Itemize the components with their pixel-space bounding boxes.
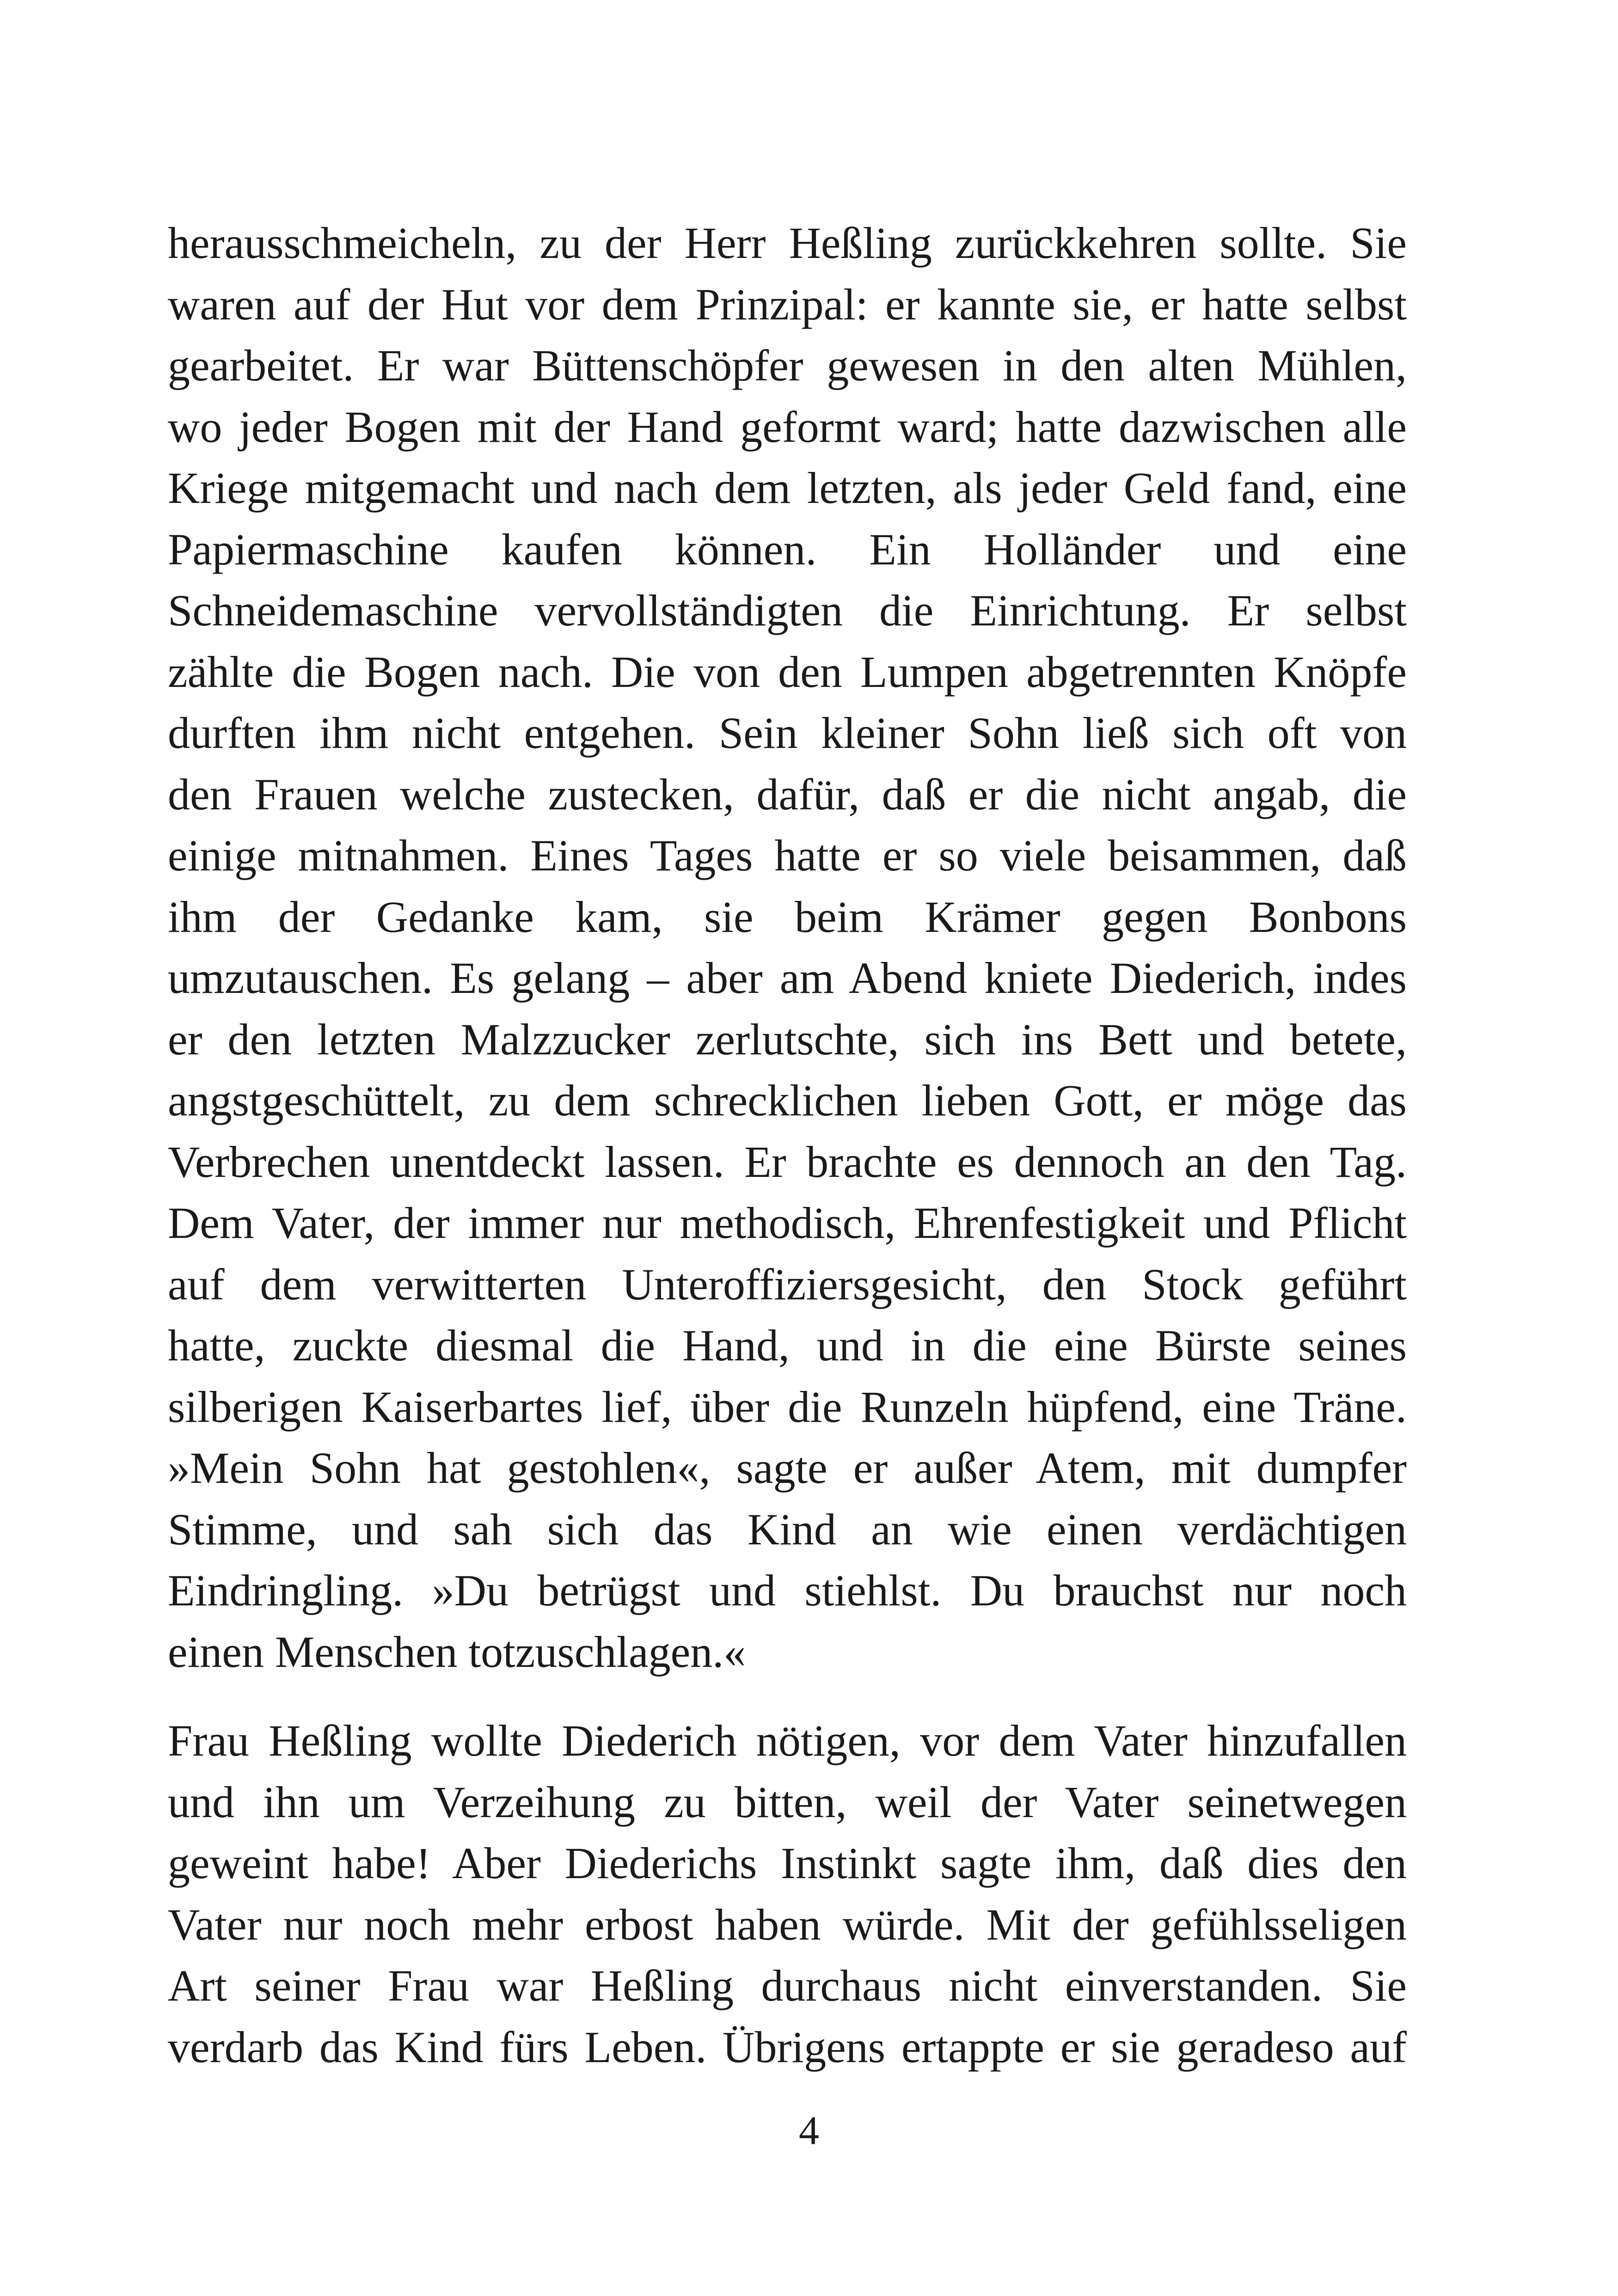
text-line: hatte, zuckte diesmal die Hand, und in die eine Bürste seines — [168, 1321, 1407, 1370]
text-line: Schneidemaschine vervollständigten die Einrichtung. Er selbst — [168, 586, 1407, 635]
text-line: und ihn um Verzeihung zu bitten, weil der Vater seinetwegen — [168, 1777, 1407, 1827]
page-number: 4 — [799, 2108, 819, 2153]
text-line: einige mitnahmen. Eines Tages hatte er so viele beisammen, daß — [168, 831, 1407, 880]
text-line: zählte die Bogen nach. Die von den Lumpen abgetrennten Knöpfe — [168, 647, 1407, 697]
paragraph-1 — [168, 213, 1407, 1683]
text-line: ihm der Gedanke kam, sie beim Krämer gegen Bonbons — [168, 892, 1407, 942]
text-line: den Frauen welche zustecken, dafür, daß er die nicht angab, die — [168, 769, 1407, 819]
text-line: silberigen Kaiserbartes lief, über die Runzeln hüpfend, eine Träne. — [168, 1382, 1407, 1432]
text-line: verdarb das Kind fürs Leben. Übrigens ertappte er sie geradeso auf — [168, 2022, 1407, 2072]
text-line: Frau Heßling wollte Diederich nötigen, vor dem Vater hinzufallen — [168, 1716, 1407, 1765]
text-line: einen Menschen totzuschlagen.« — [168, 1627, 746, 1677]
text-line: Verbrechen unentdeckt lassen. Er brachte es dennoch an den Tag. — [168, 1137, 1407, 1187]
text-line: herausschmeicheln, zu der Herr Heßling zurückkehren sollte. Sie — [168, 218, 1407, 268]
paragraph-2 — [168, 1710, 1407, 2078]
text-line: wo jeder Bogen mit der Hand geformt ward; hatte dazwischen alle — [168, 402, 1407, 452]
text-line: durften ihm nicht entgehen. Sein kleiner Sohn ließ sich oft von — [168, 708, 1407, 758]
text-line: Stimme, und sah sich das Kind an wie einen verdächtigen — [168, 1504, 1407, 1554]
text-line: waren auf der Hut vor dem Prinzipal: er kannte sie, er hatte selbst — [168, 279, 1407, 329]
text-line: Kriege mitgemacht und nach dem letzten, als jeder Geld fand, eine — [168, 463, 1407, 513]
text-line: Art seiner Frau war Heßling durchaus nicht einverstanden. Sie — [168, 1961, 1407, 2010]
text-line: Vater nur noch mehr erbost haben würde. Mit der gefühlsseligen — [168, 1899, 1407, 1949]
text-line: geweint habe! Aber Diederichs Instinkt sagte ihm, daß dies den — [168, 1838, 1407, 1888]
text-line: »Mein Sohn hat gestohlen«, sagte er außer Atem, mit dumpfer — [168, 1443, 1407, 1493]
text-line: er den letzten Malzzucker zerlutschte, sich ins Bett und betete, — [168, 1014, 1407, 1064]
text-line: Eindringling. »Du betrügst und stiehlst. Du brauchst nur noch — [168, 1566, 1407, 1615]
text-line: gearbeitet. Er war Büttenschöpfer gewesen in den alten Mühlen, — [168, 341, 1407, 390]
text-line: umzutauschen. Es gelang – aber am Abend kniete Diederich, indes — [168, 953, 1407, 1003]
text-line: Papiermaschine kaufen können. Ein Holländer und eine — [168, 524, 1407, 574]
text-line: Dem Vater, der immer nur methodisch, Ehrenfestigkeit und Pflicht — [168, 1198, 1407, 1248]
text-line: auf dem verwitterten Unteroffiziersgesicht, den Stock geführt — [168, 1259, 1407, 1309]
text-line: angstgeschüttelt, zu dem schrecklichen lieben Gott, er möge das — [168, 1076, 1407, 1125]
